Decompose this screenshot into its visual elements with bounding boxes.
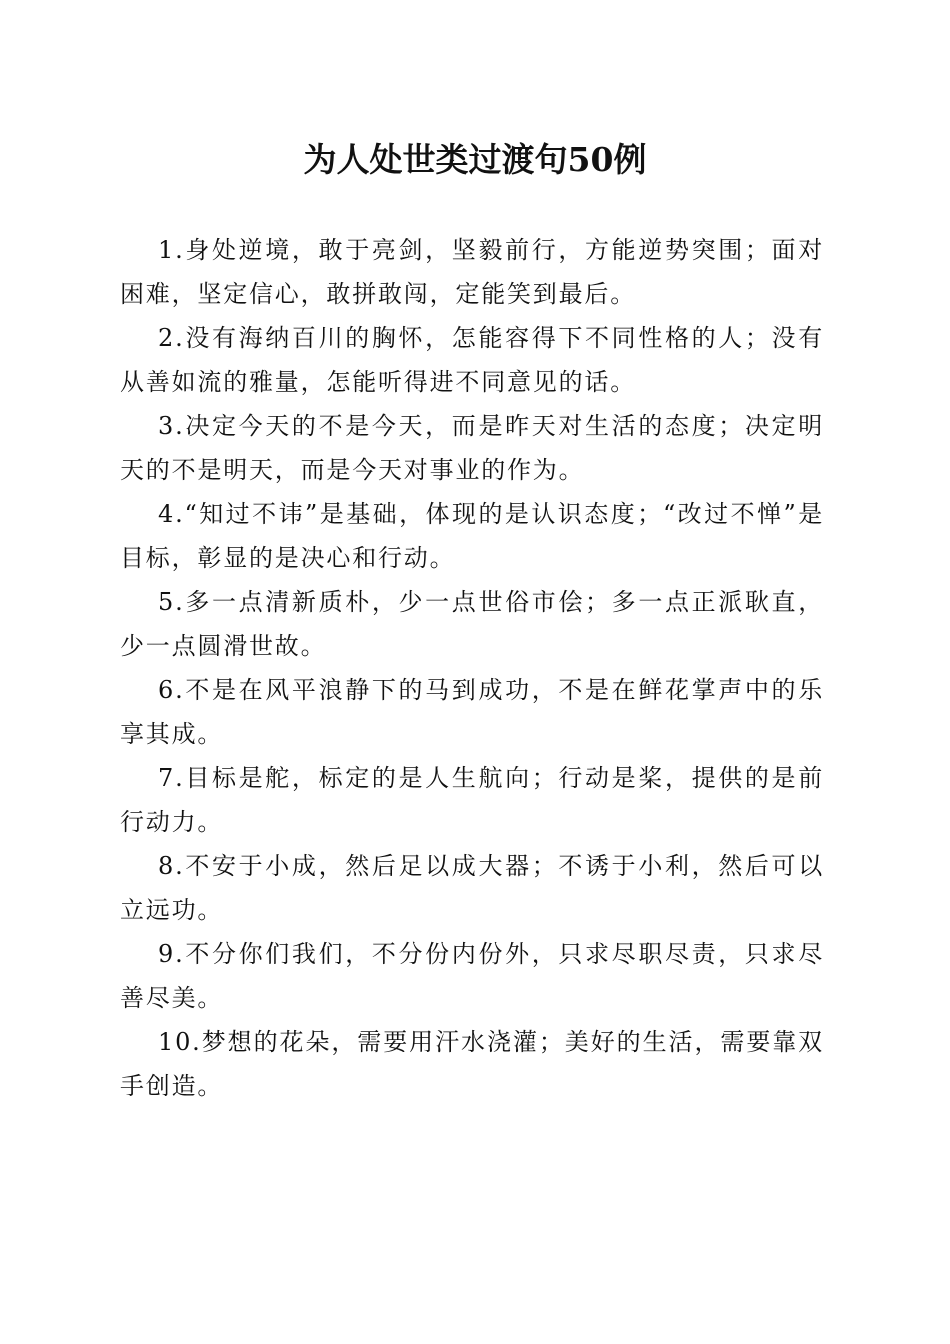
paragraph-2: 2.没有海纳百川的胸怀，怎能容得下不同性格的人；没有从善如流的雅量，怎能听得进不同意见的话。	[120, 324, 824, 396]
paragraph-3: 3.决定今天的不是今天，而是昨天对生活的态度；决定明天的不是明天，而是今天对事业的作为。	[120, 412, 824, 484]
paragraph-9: 9.不分你们我们，不分份内份外，只求尽职尽责，只求尽善尽美。	[120, 940, 824, 1012]
paragraph-7: 7.目标是舵，标定的是人生航向；行动是桨，提供的是前行动力。	[120, 764, 824, 836]
document-title: 为人处世类过渡句50例	[303, 140, 647, 179]
paragraph-6: 6.不是在风平浪静下的马到成功，不是在鲜花掌声中的乐享其成。	[120, 676, 824, 748]
paragraph-5: 5.多一点清新质朴，少一点世俗市侩；多一点正派耿直，少一点圆滑世故。	[120, 588, 824, 660]
document-body	[120, 228, 824, 1108]
paragraph-4: 4.“知过不讳”是基础，体现的是认识态度；“改过不惮”是目标，彰显的是决心和行动。	[120, 500, 824, 572]
paragraph-10: 10.梦想的花朵，需要用汗水浇灌；美好的生活，需要靠双手创造。	[120, 1028, 824, 1100]
paragraph-1: 1.身处逆境，敢于亮剑，坚毅前行，方能逆势突围；面对困难，坚定信心，敢拼敢闯，定能笑到最后。	[120, 236, 824, 308]
paragraph-8: 8.不安于小成，然后足以成大器；不诱于小利，然后可以立远功。	[120, 852, 824, 924]
